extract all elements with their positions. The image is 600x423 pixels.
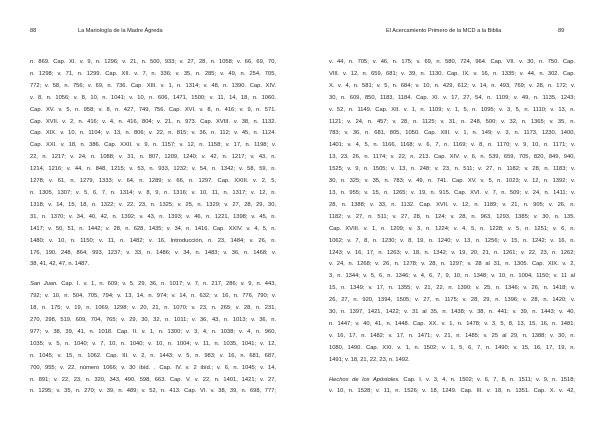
text-line — [30, 128, 276, 140]
text-line-content: 26, 27, n. 920, 1394, 1505; v. 27, n. 1175; v. 28, 29, n. 1396; v. 28, n. 1420; v. — [329, 297, 575, 304]
text-line-content: 30, n. 1397, 1421, 1422; v. 31 al 35, n. 1438; v. 38, n. 441; v. 39, n. 1443; v. 40, — [329, 309, 575, 316]
text-line — [30, 303, 276, 315]
text-line-content: 1318; v. 14, 15, 18, n. 1322; v. 22, 23, n. 1325; v. 25, n. 1329; v. 27, 28, 29, 30, — [30, 201, 276, 208]
left-text-column — [30, 57, 276, 398]
text-line — [329, 164, 575, 176]
text-line-content: Cap. I. v. 1, n. 609; v. 5, 29, 36, n. 1017; v. 7, n. 217, 286; v. 9, n. 443, — [57, 281, 276, 288]
text-line — [30, 224, 276, 236]
text-line-content: n. 1447; v. 40, 41, n. 1448. Cap. XX. v. 1, n. 1478; v. 3, 5, 8, 13, 15, 16, n. 1481; — [329, 320, 575, 327]
left-page-number: 88 — [30, 28, 37, 34]
right-page — [300, 0, 600, 423]
text-line — [329, 93, 575, 105]
text-line — [30, 375, 276, 387]
text-line-content: 176, 190, 248, 864, 993, 1237; v. 33, n. 1486; v. 34, n. 1483; v. 36, n. 1468; v. — [30, 249, 276, 256]
text-line — [329, 105, 575, 117]
text-line-content: v. 44, n. 705; v. 46, n. 175; v. 69, n. 580, 724, 964. Cap. VII. v. 30, n. 750. Cap. — [329, 59, 575, 65]
text-line-content: v. 8, n. 1056; v. 8, 10, n. 1041; v. 10, n. 606, 1471, 1500; v. 11, 14, 18, n. 1060. — [30, 94, 276, 101]
text-line-content: 15, n. 1349; v. 17, n. 1355; v. 21, 22, n. 1390; v. 25, n. 1346; v. 26, n. 1418; v. — [329, 285, 575, 292]
text-line — [30, 93, 276, 105]
text-line-content: v. 16, 17, n. 1482; v. 17, n. 1471; v. 21, n. 1485; v. 25 al 29, n. 1388; v. 30, n. — [329, 332, 575, 339]
text-line-content: n. 1295; v. 35, n. 270; v. 39, n. 489; v. 52, n. 413. Cap. VI. v. 38, 39, n. 698, 777; — [30, 388, 276, 395]
text-line-content: 1278; v. 61, n. 1279, 1333; v. 64, n. 1289; v. 66, n. 1297. Cap. XXIII. v. 2, 5, — [30, 178, 276, 185]
text-line-content: 13, n. 955; v. 15, n. 1265; v. 19, n. 915. Cap. XVI. v. 7, n. 509; v. 24, n. 1411; v. — [329, 189, 575, 196]
text-line — [329, 224, 575, 236]
text-line-content: 1480; v. 10, n. 1150; v. 11, n. 1482; v. 16, Introducción, n. 23, 1484; v. 26, n. — [30, 237, 276, 244]
text-line-content: VIII. v. 12, n. 659, 681; v. 39, n. 1130. Cap. IX. v. 16, n. 1335; v. 44, n. 302. Cap. — [329, 70, 575, 77]
text-line — [329, 81, 575, 93]
text-line-content: n. 891; v. 22, 23, n. 320, 343, 490, 598, 663. Cap. V. v. 22, n. 1401, 1421; v. 27, — [30, 376, 276, 383]
text-line-content: 700, 955; v. 22, número 1066; v. 30 ibíd. . Cap. IV. v. 2 ibíd.; v. 6, n. 1045; v. 14, — [30, 364, 276, 371]
text-line — [329, 188, 575, 200]
text-line-content: 772; v. 58, n. 756; v. 69, n. 736. Cap. XIII. v. 1, n. 1314; v. 48, n. 1390. Cap. XIV. — [30, 82, 276, 89]
text-line-content: Cap. XVIII. v. 1, n. 1209; v. 3, n. 1224; v. 4, 5, n. 1228; v. 5, n. 1251; v. 6, n. — [329, 225, 575, 232]
text-line — [329, 57, 575, 69]
section-label: Hechos de los Apóstoles. — [329, 376, 400, 383]
text-line — [30, 351, 276, 363]
text-line-content: 1417; v. 50, 51, n. 1442; v. 28, n. 628, 1435; v. 34, n. 1416. Cap. XXIV. v. 4, 5, n. — [30, 225, 276, 232]
text-line-content: n. 1298; v. 71, n. 1299. Cap. XII. v. 7, n. 336; v. 35, n. 285; v. 49, n. 254, 705, — [30, 70, 276, 77]
text-line — [329, 176, 575, 188]
text-line — [30, 200, 276, 212]
text-line-content: v. 10, n. 1528; v. 11, n. 1526; v. 18, 1249. Cap. III. v. 18, n. 1351. Cap. X. v. 42, — [329, 388, 575, 395]
text-line — [30, 117, 276, 129]
text-line — [30, 315, 276, 327]
text-line — [329, 331, 575, 343]
text-line-content: 22, n. 1217; v. 24, n. 1088; v. 31, n. 807, 1209, 1240; v. 42, n. 1217; v. 43, n. — [30, 154, 276, 161]
text-line-content: 1062; v. 7, 8, n. 1230; v. 8, 19, n. 1240; v. 13, n. 1256; v. 15, n. 1242; v. 16, n. — [329, 237, 575, 244]
text-line — [329, 355, 575, 367]
left-paragraph-1 — [30, 57, 276, 271]
right-page-number: 89 — [558, 28, 565, 34]
text-line-content: 1121; v. 24, n. 457; v. 28, n. 1125; v. 31, n. 248, 500; v. 32, n. 1365; v. 35, n. — [329, 118, 575, 125]
text-line — [30, 105, 276, 117]
text-line — [329, 152, 575, 164]
text-line — [329, 375, 575, 387]
text-line — [30, 327, 276, 339]
text-line-content: 783; v. 36, n. 681, 805, 1050. Cap. XIII. v. 1, n. 149; v. 3, n. 1173, 1230, 1400, — [329, 130, 575, 137]
text-line — [30, 140, 276, 152]
left-paragraph-san-juan — [30, 279, 276, 398]
text-line-content: 1080, 1490. Cap. XXI. v. 1, n. 1502; v. 1, 5, 6, 7, n. 1490; v. 15, 16, 17, 19, n. — [329, 344, 575, 351]
text-line-content: 270, 298, 519, 609, 704, 765; v. 29, 30, 32, n. 1011; v. 36, 43, n. 1013; v. 36, n. — [30, 317, 276, 324]
section-label: San Juan. — [30, 281, 58, 288]
text-line — [30, 176, 276, 188]
right-paragraph-hechos — [329, 375, 575, 399]
text-line — [30, 259, 276, 271]
text-line-content: Cap. XXI. v. 18, n. 386. Cap. XXII. v. 9, n. 1157; v. 12, n. 1158; v. 17, n. 1198; v. — [30, 142, 276, 149]
text-line — [30, 164, 276, 176]
text-line — [30, 152, 276, 164]
text-line — [30, 339, 276, 351]
text-line — [30, 69, 276, 81]
text-line — [329, 117, 575, 129]
text-line-content: Cap. XV. v. 5, n. 958; v. 8, n. 427, 749, 756. Cap. XVI. v. 8, n. 416; v. 9, n. 571. — [30, 106, 276, 113]
text-line-content: 1182; v. 27, n. 511; v. 27, 28, n. 124; v. 28, n. 963, 1293, 1385; v. 30, n. 135. — [329, 213, 575, 220]
text-line-content: 30, n. 609, 850, 1183, 1184. Cap. XI. v. 17, 27, 54, n. 1109; v. 49, n. 1135, 1243; — [329, 94, 575, 101]
text-line — [329, 140, 575, 152]
text-line — [329, 307, 575, 319]
right-paragraph-1 — [329, 57, 575, 367]
text-line — [329, 283, 575, 295]
left-running-title: La Mariología de la Madre Ágreda — [78, 28, 163, 34]
text-line-content: 38, 41, 42, 47, n. 1487. — [30, 261, 90, 268]
text-line-content: 31, n. 1370; v. 34, 40, 42, n. 1392; v. 43, n. 1393; v. 46, n. 1221, 1398; v. 45, n. — [30, 213, 276, 220]
text-line — [30, 236, 276, 248]
text-line — [329, 319, 575, 331]
text-line-content: 1525; v. 9, n. 1505; v. 13, n. 248; v. 23, n. 511; v. 27, n. 1182; v. 28, n. 1183; v. — [329, 166, 575, 173]
text-line — [30, 279, 276, 291]
text-line — [329, 248, 575, 260]
right-running-title: El Acercamiento Primero de la MCD a la Biblia — [386, 28, 502, 34]
text-line-content: v. 24, n. 1268; v. 26, n. 1278; v. 28, n. 1297; v. 28 al 31, n. 1305. Cap. XIX. v. 2, — [329, 261, 575, 268]
text-line-content: X. v. 4, n. 581; v. 5, n. 684; v. 10, n. 429, 612; v. 14, n. 493, 769; v. 28, n. 172; v. — [329, 82, 575, 89]
text-line — [329, 200, 575, 212]
text-line-content: Cap. XIX. v. 10, n. 1104; v. 13, n. 806; v. 22, n. 815; v. 36, n. 112; v. 45, n. 1124. — [30, 130, 276, 137]
text-line-content: 28, n. 1388; v. 33, n. 1132. Cap. XVII. v. 12, n. 1189; v. 21, n. 905; v. 26, n. — [329, 201, 575, 208]
text-line — [30, 291, 276, 303]
text-line-content: 1401; v. 4, 5, n. 1166, 1168; v. 6, 7, n. 1169; v. 8, n. 1170; v. 9, 10, n. 1171; v. — [329, 142, 575, 149]
text-line — [30, 188, 276, 200]
text-line-content: Cap. I. v. 3, 4, n. 1502; v. 6, 7, 8, n. 1511; v. 9, n. 1518; — [399, 376, 575, 383]
text-line — [329, 259, 575, 271]
text-line — [30, 57, 276, 69]
text-line-content: n. 869. Cap. XI. v. 9, n. 1296; v. 21, n. 500, 933; v. 27, 28, n. 1058; v. 66, 69, 70, — [30, 59, 276, 65]
text-line — [329, 69, 575, 81]
text-line — [329, 236, 575, 248]
text-line — [30, 212, 276, 224]
text-line — [30, 248, 276, 260]
right-text-column — [329, 57, 575, 398]
text-line-content: 3, n. 1344; v. 5, 6, n. 1346; v. 4, 6, 7, 9, 10, n. 1348; v. 10, n. 1004, 1150; v. 11 al — [329, 273, 575, 280]
text-line-content: v. 52, n. 1149. Cap. XII. v. 1, n. 1109; v. 1, 5, n. 1095; v. 3, 5, n. 1110; v. 13, n. — [329, 106, 575, 113]
text-line — [329, 212, 575, 224]
text-line — [30, 363, 276, 375]
text-line — [329, 386, 575, 398]
text-line-content: 1491; v. 18, 21, 22, 23, n. 1492. — [329, 356, 410, 363]
text-line-content: n. 1305, 1307; v. 5, 6, 7, n. 1314; v. 8, 9, n. 1316; v. 10, 11, n. 1317; v. 12, n. — [30, 189, 276, 196]
text-line-content: 18, n. 175; v. 19, n. 1069, 1298; v. 20, 21, n. 1070; v. 23, n. 265; v. 28, n. 231, — [30, 305, 276, 312]
text-line-content: Cap. XVII. v. 2, n. 416; v. 4, n. 416, 804; v. 21, n. 973. Cap. XVIII. v. 38, n. 1132. — [30, 118, 276, 125]
text-line-content: 1214, 1216; v. 44, n. 848, 1215; v. 53, n. 933, 1232; v. 54, n. 1342; v. 58, 59, n. — [30, 166, 276, 173]
text-line-content: 1243; v. 16, 17, n. 1263; v. 18, n. 1342; v. 19, 20, 21, n. 1261; v. 22, 23, n. 1262; — [329, 249, 575, 256]
text-line — [329, 128, 575, 140]
text-line — [30, 386, 276, 398]
text-line — [329, 295, 575, 307]
text-line-content: 13, 23, 26, n. 1174; v. 22, n. 213. Cap. XIV. v. 6, n. 539, 659, 705, 820, 849, 940, — [329, 154, 575, 161]
text-line — [329, 343, 575, 355]
text-line-content: 1035; v. 5, n. 1040; v. 7, 10, n. 1040; v. 10, n. 1004; v. 11, n. 1035, 1041; v. 12, — [30, 340, 276, 347]
text-line-content: 30, n. 325; v. 35, n. 783; v. 49, n. 741. Cap. XV. v. 5, n. 1023; v. 12, n. 1392; v. — [329, 178, 575, 185]
text-line — [30, 81, 276, 93]
text-line-content: 977; v. 38, 39, 41, n. 1018. Cap. II. v. 1, n. 1300; v. 3, 4, n. 1038; v. 4, n. 960, — [30, 328, 276, 335]
text-line-content: 792; v. 10, n. 504, 705, 794; v. 13, 14, n. 974; v. 14, n. 632; v. 16, n. 776, 790; v. — [30, 293, 276, 300]
text-line-content: n. 1045; v. 15, n. 1062. Cap. III. v. 2, n. 1443; v. 5, n. 983; v. 16, n. 681, 687, — [30, 352, 276, 359]
text-line — [329, 271, 575, 283]
